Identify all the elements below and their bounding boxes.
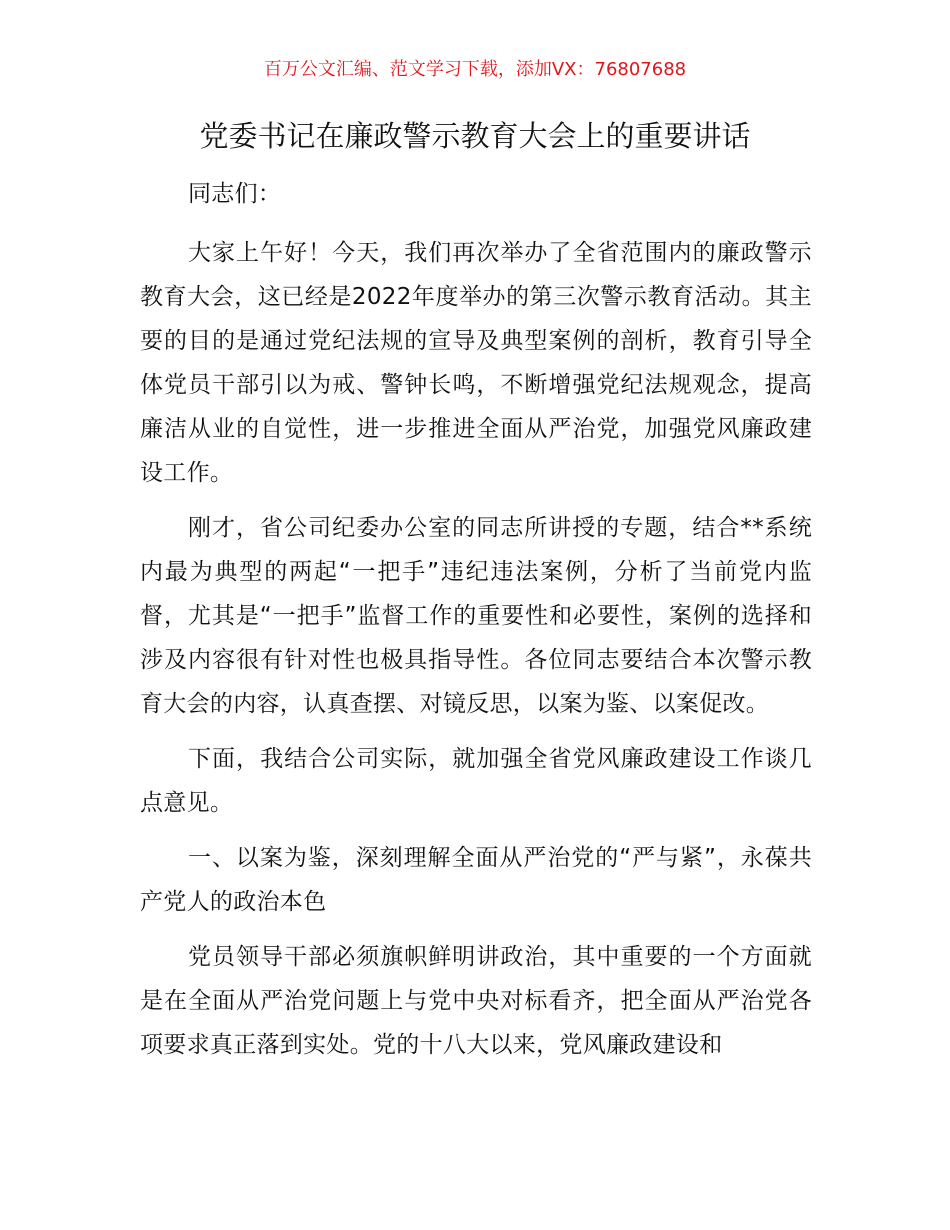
paragraph-opening: 大家上午好！今天，我们再次举办了全省范围内的廉政警示教育大会，这已经是2022年度举办的第三次警示教育活动。其主要的目的是通过党纪法规的宣导及典型案例的剖析，教育引导全体党员干部引以为戒、警钟长鸣，不断增强党纪法规观念，提高廉洁从业的自觉性，进一步推进全面从严治党，加强党风廉政建设工作。 <box>140 240 812 486</box>
paragraph-case-analysis: 刚才，省公司纪委办公室的同志所讲授的专题，结合**系统内最为典型的两起“一把手”违纪违法案例，分析了当前党内监督，尤其是“一把手”监督工作的重要性和必要性，案例的选择和涉及内容很有针对性也极具指导性。各位同志要结合本次警示教育大会的内容，认真查摆、对镜反思，以案为鉴、以案促改。 <box>140 515 812 717</box>
document-title: 党委书记在廉政警示教育大会上的重要讲话 <box>199 119 751 153</box>
watermark-banner: 百万公文汇编、范文学习下载，添加VX：76807688 <box>263 59 687 80</box>
section-heading-1: 一、以案为鉴，深刻理解全面从严治党的“严与紧”，永葆共产党人的政治本色 <box>140 845 812 915</box>
document-body <box>140 172 812 1078</box>
greeting: 同志们： <box>188 181 282 207</box>
paragraph-section-1-body: 党员领导干部必须旗帜鲜明讲政治，其中重要的一个方面就是在全面从严治党问题上与党中央对标看齐，把全面从严治党各项要求真正落到实处。党的十八大以来，党风廉政建设和 <box>140 944 812 1058</box>
paragraph-intro-opinions: 下面，我结合公司实际，就加强全省党风廉政建设工作谈几点意见。 <box>140 746 812 816</box>
